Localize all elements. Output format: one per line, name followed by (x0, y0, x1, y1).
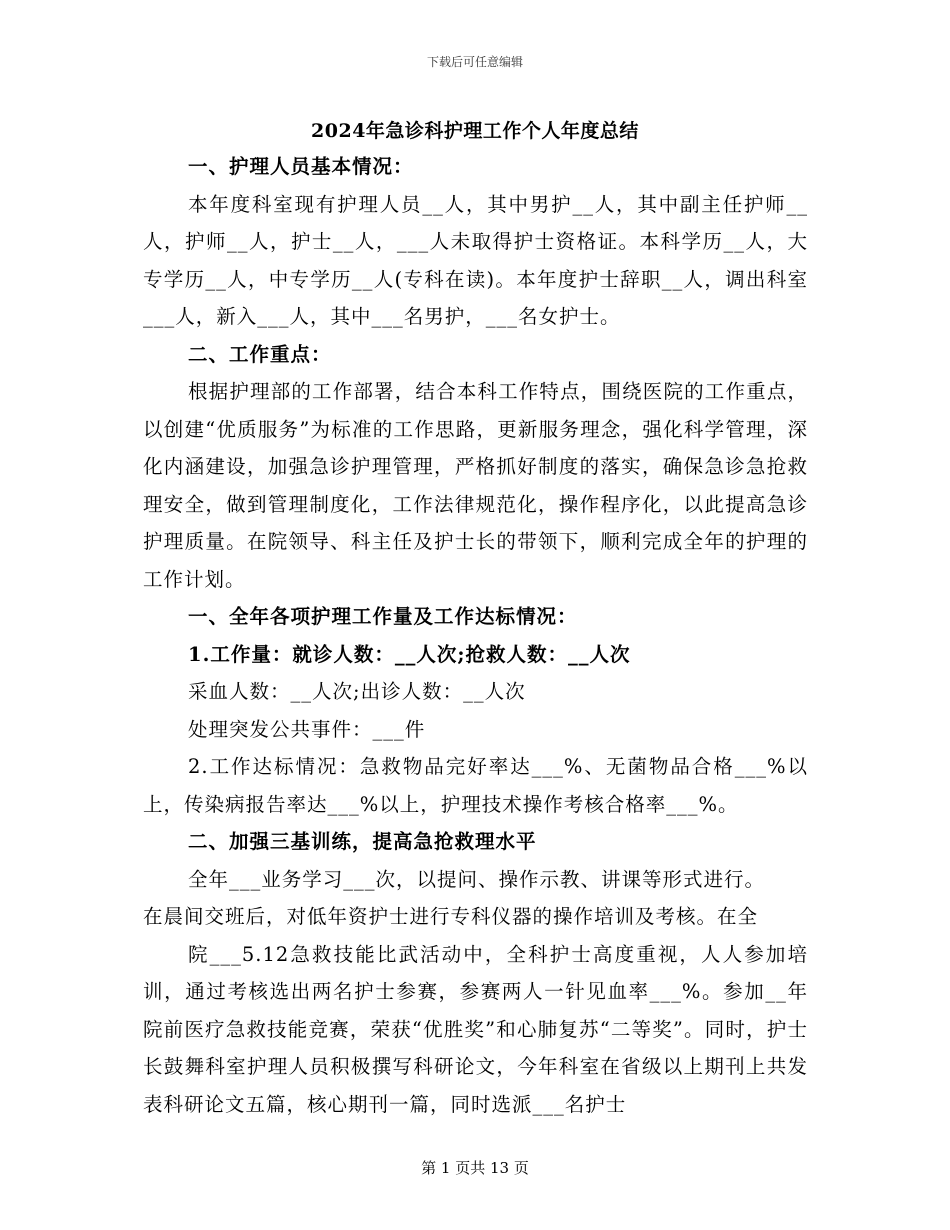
competition-paragraph: 院___5.12急救技能比武活动中，全科护士高度重视，人人参加培训，通过考核选出两名护士参赛，参赛两人一针见血率___%。参加__年院前医疗急救技能竞赛，荣获“优胜奖”和心肺复苏“二等奖”。同时，护士长鼓舞科室护理人员积极撰写科研论文，今年科室在省级以上期刊上共发表科研论文五篇，核心期刊一篇，同时选派___名护士 (143, 942, 808, 1116)
section-heading-workload: 一、全年各项护理工作量及工作达标情况： (188, 605, 578, 628)
section-heading-focus: 二、工作重点： (188, 342, 332, 366)
header-note: 下载后可任意编辑 (426, 55, 523, 69)
page-footer: 第 1 页共 13 页 (421, 1159, 529, 1177)
paragraph-staff: 本年度科室现有护理人员__人，其中男护__人，其中副主任护师__人，护师__人，护士__人，___人未取得护士资格证。本科学历__人，大专学历__人，中专学历__人(专科在读)。本年度护士辞职__人，调出科室___人，新入___人，其中___名男护，___名女护士。 (143, 192, 808, 328)
paragraph-focus: 根据护理部的工作部署，结合本科工作特点，围绕医院的工作重点，以创建“优质服务”为标准的工作思路，更新服务理念，强化科学管理，深化内涵建设，加强急诊护理管理，严格抓好制度的落实，确保急诊急抢救理安全，做到管理制度化，工作法律规范化，操作程序化，以此提高急诊护理质量。在院领导、科主任及护士长的带领下，顺利完成全年的护理的工作计划。 (143, 380, 808, 591)
document-title: 2024年急诊科护理工作个人年度总结 (311, 120, 639, 142)
section-heading-training: 二、加强三基训练，提高急抢救理水平 (188, 830, 537, 853)
workload-line: 1.工作量：就诊人数：__人次;抢救人数：__人次 (188, 642, 631, 666)
document-body (143, 148, 808, 1123)
standards-paragraph: 2.工作达标情况：急救物品完好率达___%、无菌物品合格___%以上，传染病报告率达___%以上，护理技术操作考核合格率___%。 (143, 755, 808, 816)
section-heading-staff: 一、护理人员基本情况： (188, 155, 414, 178)
blood-collection-line: 采血人数：__人次;出诊人数：__人次 (188, 680, 526, 703)
public-events-line: 处理突发公共事件：___件 (188, 717, 426, 741)
training-paragraph: 全年___业务学习___次，以提问、操作示教、讲课等形式进行。 (188, 867, 766, 891)
training-paragraph-cont: 在晨间交班后，对低年资护士进行专科仪器的操作培训及考核。在全 (143, 905, 759, 928)
